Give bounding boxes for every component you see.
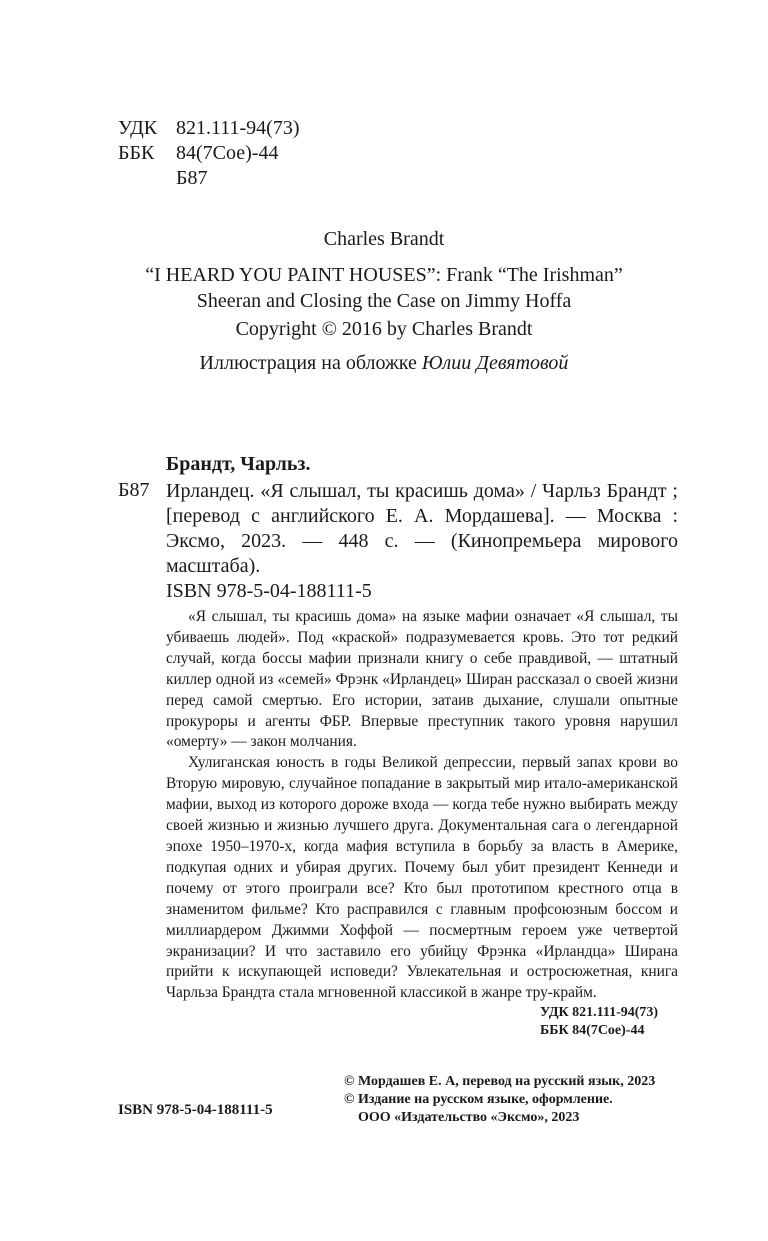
udk-value: 821.111-94(73)	[176, 117, 300, 139]
original-author: Charles Brandt	[323, 228, 445, 250]
copyright-edition: © Издание на русском языке, оформление.	[344, 1092, 613, 1107]
illustration-prefix: Иллюстрация на обложке	[199, 352, 417, 374]
illustration-credit	[0, 352, 768, 375]
copyright-block	[344, 1073, 655, 1127]
author-mark: Б87	[176, 167, 208, 189]
annotation	[166, 607, 678, 1004]
footer-isbn: ISBN 978-5-04-188111-5	[118, 1102, 273, 1118]
bibliographic-code: Б87	[118, 479, 150, 501]
annotation-codes	[540, 1004, 658, 1040]
illustrator-name: Юлии Девятовой	[421, 352, 569, 374]
author-mark-row	[118, 166, 300, 191]
copyright-translation: © Мордашев Е. А, перевод на русский язык, 2023	[344, 1074, 656, 1089]
original-title-line1: “I HEARD YOU PAINT HOUSES”: Frank “The Irishman”	[145, 264, 623, 286]
bbk-value: 84(7Сое)-44	[176, 142, 279, 164]
bbk-row	[118, 141, 300, 166]
bbk-label: ББК	[118, 142, 155, 164]
bibliographic-isbn: ISBN 978-5-04-188111-5	[166, 580, 372, 602]
bibliographic-author: Брандт, Чарльз.	[166, 453, 311, 475]
udk-label: УДК	[118, 117, 158, 139]
annotation-paragraph-2: Хулиганская юность в годы Великой депрессии, первый запах крови во Вторую мировую, случайное попадание в закрытый мир итало-американской мафии, выход из которого дороже входа — когда тебе нужно выбирать между своей жизнью и жизнью лучшего друга. Документальная сага о легендарной эпохе 1950–1970-х, когда мафия вступила в борьбу за власть в Америке, подкупая одних и убирая других. Почему был убит президент Кеннеди и почему от этого проиграли все? Кто был прототипом крестного отца в знаменитом фильме? Кто расправился с главным профсоюзным боссом и миллиардером Джимми Хоффой — посмертным героем уже четвертой экранизации? И что заставило его убийцу Фрэнка «Ирландца» Ширана прийти к искупающей исповеди? Увлекательная и остросюжетная, книга Чарльза Брандта стала мгновенной классикой в жанре тру-крайм.	[166, 754, 678, 1002]
annotation-paragraph-1: «Я слышал, ты красишь дома» на языке мафии означает «Я слышал, ты убиваешь людей». Под «краской» подразумевается кровь. Это тот редкий случай, когда боссы мафии признали книгу о себе правдивой, — штатный киллер одной из «семей» Фрэнк «Ирландец» Ширан рассказал о своей жизни перед самой смертью. Его истории, затаив дыхание, слушали опытные прокуроры и агенты ФБР. Впервые преступник такого уровня нарушил «омерту» — закон молчания.	[166, 608, 678, 751]
classification-codes	[118, 116, 300, 191]
bibliographic-description: Ирландец. «Я слышал, ты красишь дома» / Чарльз Брандт ; [перевод с английского Е. А. Мордашева]. — Москва : Эксмо, 2023. — 448 с. — (Кинопремьера мирового масштаба).	[166, 480, 678, 577]
udk-row	[118, 116, 300, 141]
annotation-bbk: ББК 84(7Сое)-44	[540, 1023, 645, 1038]
annotation-udk: УДК 821.111-94(73)	[540, 1005, 659, 1020]
original-title	[0, 262, 768, 314]
original-title-line2: Sheeran and Closing the Case on Jimmy Hoffa	[196, 290, 572, 312]
copyright-publisher: ООО «Издательство «Эксмо», 2023	[358, 1110, 580, 1125]
original-copyright: Copyright © 2016 by Charles Brandt	[235, 318, 533, 340]
